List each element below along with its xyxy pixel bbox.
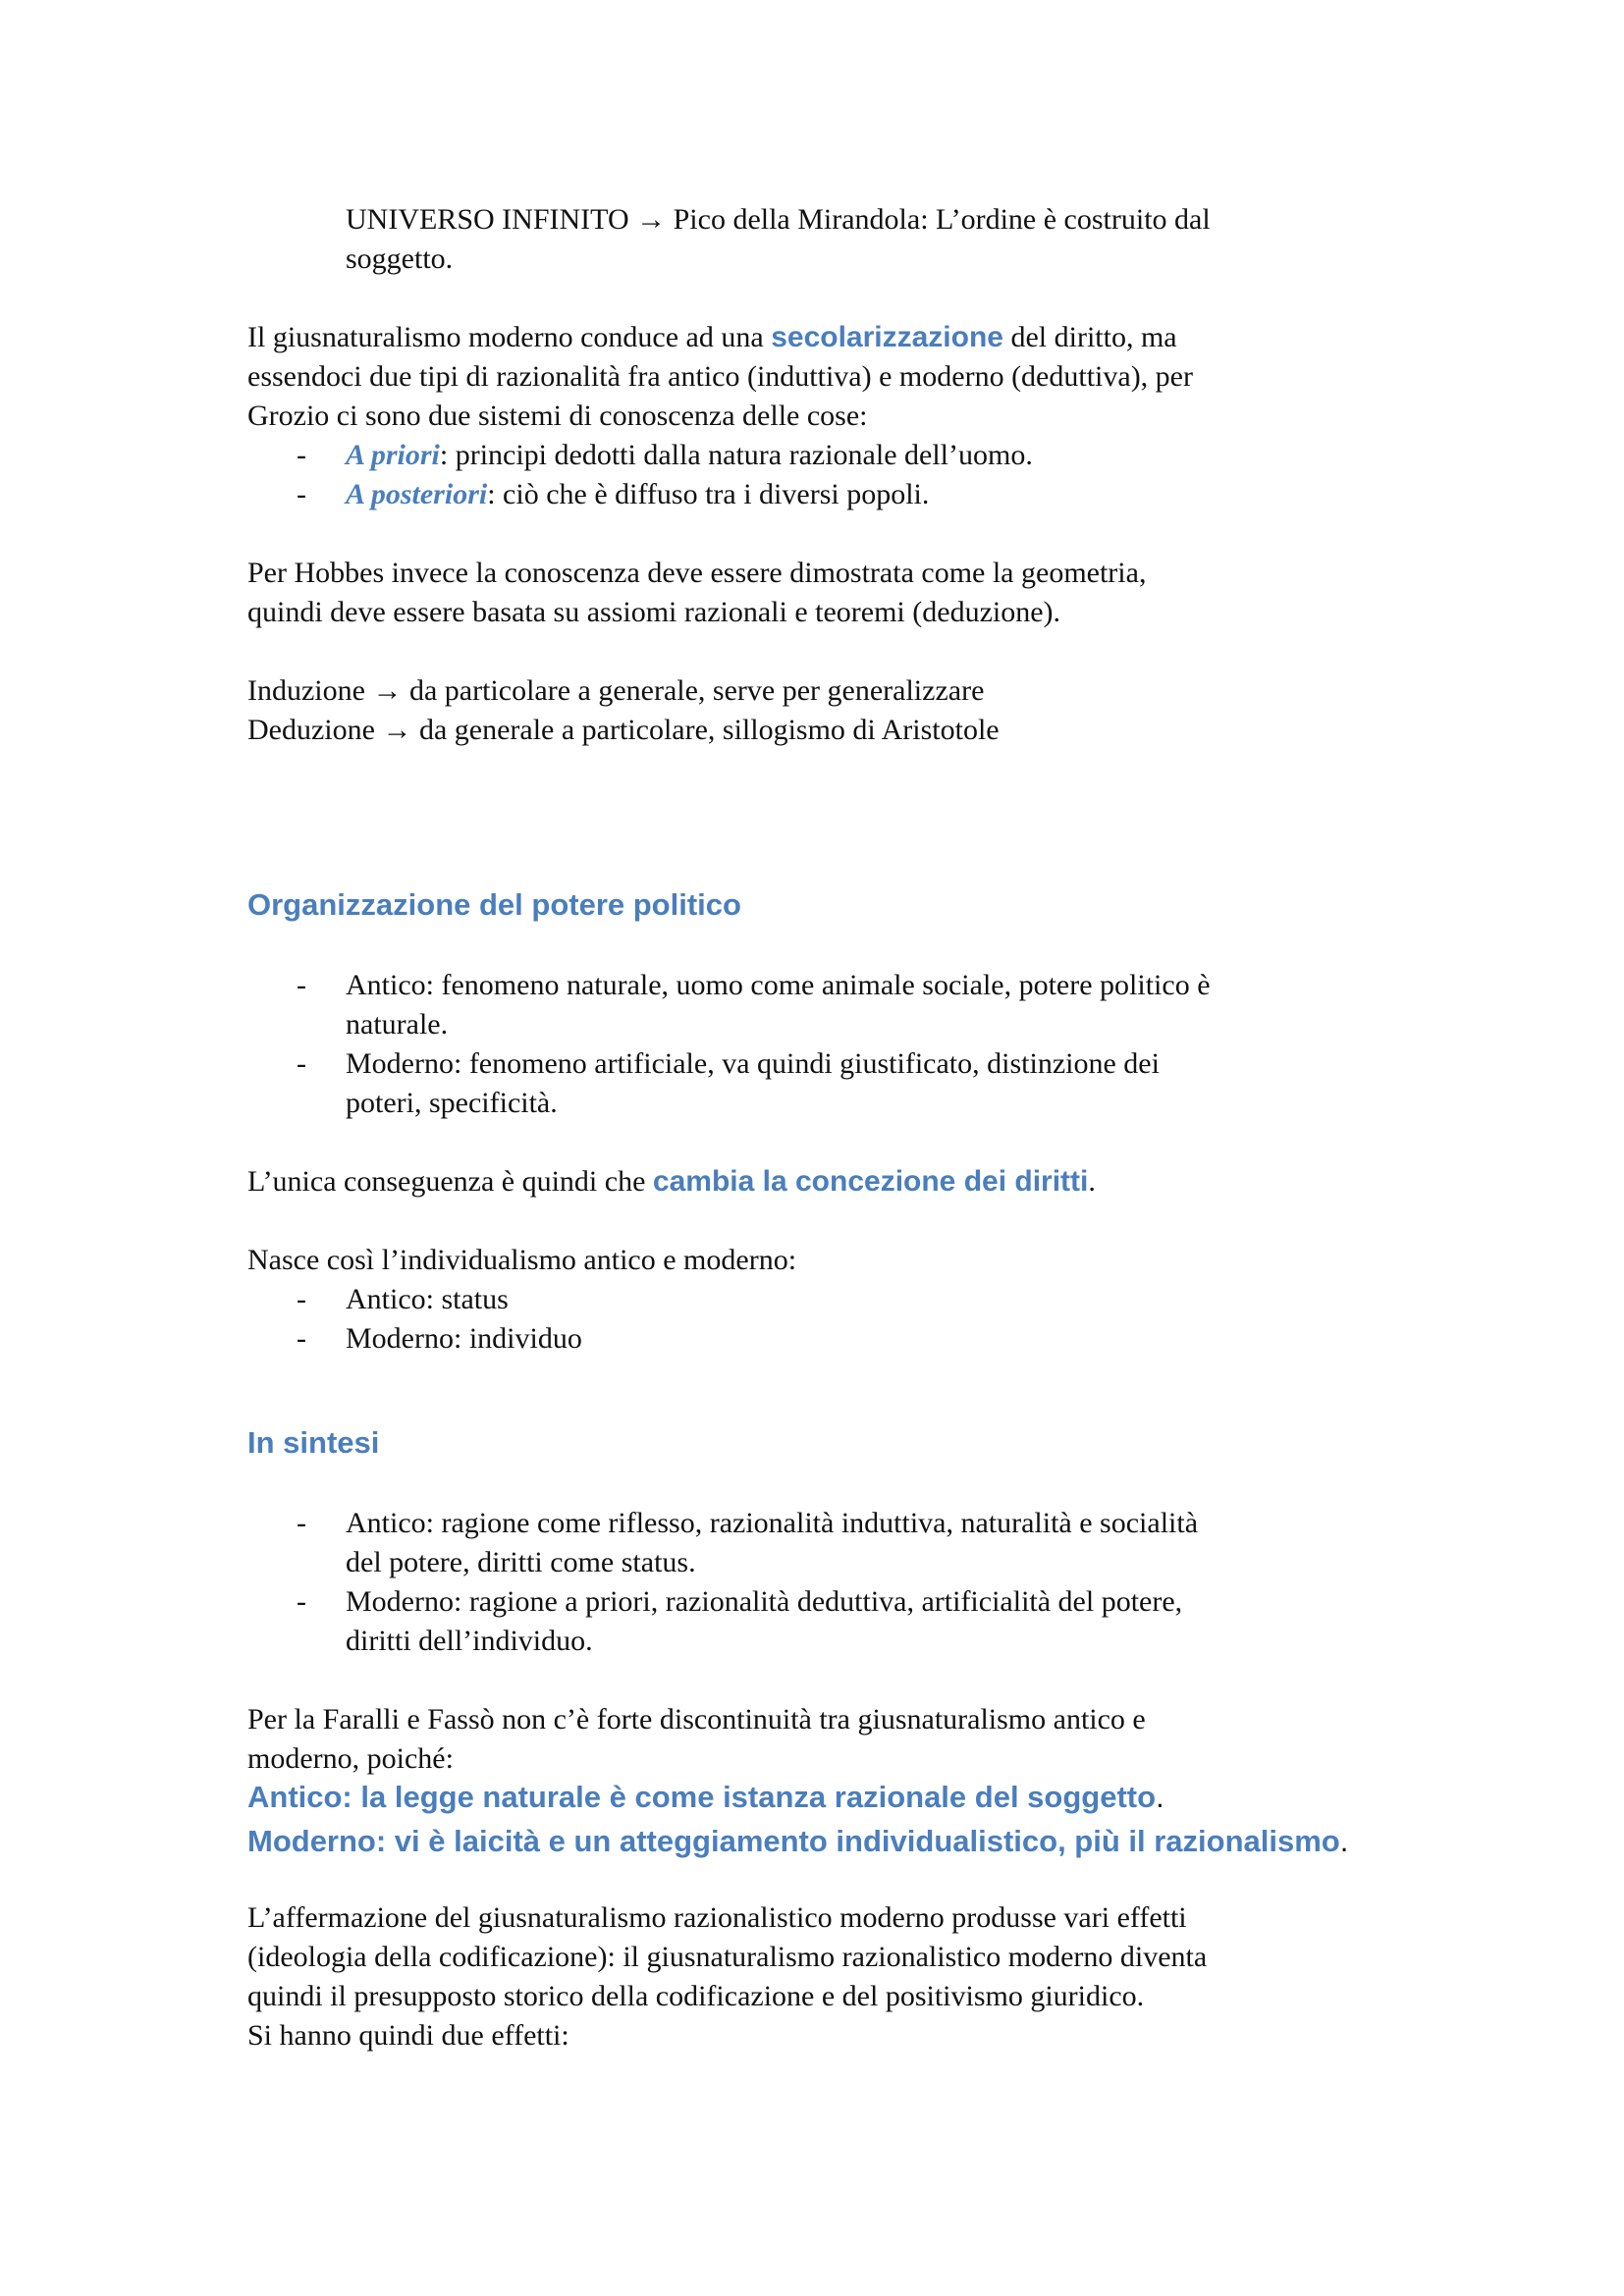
affermazione-line-3: quindi il presupposto storico della codificazione e del positivismo giuridico. — [247, 1980, 1145, 2012]
sintesi-antico-line-1: Antico: ragione come riflesso, razionalità induttiva, naturalità e socialità — [346, 1507, 1199, 1539]
bullet-a-posteriori — [346, 475, 929, 514]
intro-line-1: UNIVERSO INFINITO → Pico della Mirandola: L’ordine è costruito dal — [346, 203, 1211, 236]
affermazione-line-4: Si hanno quindi due effetti: — [247, 2019, 569, 2052]
secolarizzazione-line-3: Grozio ci sono due sistemi di conoscenza delle cose: — [247, 400, 868, 432]
affermazione-line-1: L’affermazione del giusnaturalismo razionalistico moderno produsse vari effetti — [247, 1901, 1187, 1934]
heading-in-sintesi: In sintesi — [247, 1425, 380, 1460]
organizzazione-moderno-line-2: poteri, specificità. — [346, 1087, 558, 1119]
highlight-secolarizzazione: secolarizzazione — [771, 321, 1003, 353]
faralli-line-1: Per la Faralli e Fassò non c’è forte discontinuità tra giusnaturalismo antico e — [247, 1703, 1146, 1735]
term-a-posteriori: A posteriori — [346, 478, 488, 510]
induzione-line: Induzione → da particolare a generale, serve per generalizzare — [247, 674, 985, 707]
intro-line-2: soggetto. — [346, 242, 454, 275]
text-segment: Antico: la legge naturale è come istanza razionale del soggetto — [247, 1780, 1157, 1814]
bullet-dash: - — [297, 1047, 306, 1080]
secolarizzazione-line-1 — [247, 318, 1177, 357]
text-segment: Moderno: vi è laicità e un atteggiamento individualistico, più il razionalismo — [247, 1824, 1340, 1858]
sintesi-moderno-line-1: Moderno: ragione a priori, razionalità deduttiva, artificialità del potere, — [346, 1585, 1183, 1618]
organizzazione-antico-line-2: naturale. — [346, 1008, 449, 1041]
secolarizzazione-line-2: essendoci due tipi di razionalità fra antico (induttiva) e moderno (deduttiva), per — [247, 360, 1193, 393]
term-a-priori: A priori — [346, 439, 440, 471]
text-segment: Il giusnaturalismo moderno conduce ad una — [247, 321, 772, 353]
text-segment: : principi dedotti dalla natura razionale dell’uomo. — [439, 439, 1033, 471]
organizzazione-antico-line-1: Antico: fenomeno naturale, uomo come animale sociale, potere politico è — [346, 969, 1211, 1001]
sintesi-antico-line-2: del potere, diritti come status. — [346, 1546, 696, 1578]
individualismo-antico: Antico: status — [346, 1283, 509, 1315]
hobbes-line-1: Per Hobbes invece la conoscenza deve essere dimostrata come la geometria, — [247, 557, 1147, 589]
bullet-dash: - — [297, 1283, 306, 1315]
bullet-dash: - — [297, 969, 306, 1001]
conseguenza-line — [247, 1162, 1096, 1201]
bullet-dash: - — [297, 1585, 306, 1618]
faralli-antico-statement — [247, 1777, 1164, 1818]
organizzazione-moderno-line-1: Moderno: fenomeno artificiale, va quindi giustificato, distinzione dei — [346, 1047, 1160, 1080]
heading-organizzazione: Organizzazione del potere politico — [247, 887, 741, 922]
individualismo-moderno: Moderno: individuo — [346, 1322, 582, 1355]
bullet-dash: - — [297, 1507, 306, 1539]
bullet-dash: - — [297, 478, 306, 510]
text-segment: . — [1156, 1780, 1164, 1814]
text-segment: . — [1088, 1165, 1096, 1198]
bullet-a-priori — [346, 436, 1033, 475]
hobbes-line-2: quindi deve essere basata su assiomi razionali e teoremi (deduzione). — [247, 596, 1061, 628]
highlight-concezione-diritti: cambia la concezione dei diritti — [652, 1165, 1089, 1198]
text-segment: del diritto, ma — [1002, 321, 1177, 353]
faralli-line-2: moderno, poiché: — [247, 1742, 454, 1775]
individualismo-intro: Nasce così l’individualismo antico e moderno: — [247, 1244, 797, 1276]
text-segment: : ciò che è diffuso tra i diversi popoli. — [487, 478, 930, 510]
text-segment: L’unica conseguenza è quindi che — [247, 1165, 653, 1198]
deduzione-line: Deduzione → da generale a particolare, sillogismo di Aristotole — [247, 714, 1000, 746]
bullet-dash: - — [297, 439, 306, 471]
bullet-dash: - — [297, 1322, 306, 1355]
text-segment: . — [1339, 1824, 1349, 1858]
affermazione-line-2: (ideologia della codificazione): il giusnaturalismo razionalistico moderno diventa — [247, 1941, 1208, 1973]
sintesi-moderno-line-2: diritti dell’individuo. — [346, 1625, 593, 1657]
faralli-moderno-statement — [247, 1821, 1348, 1862]
